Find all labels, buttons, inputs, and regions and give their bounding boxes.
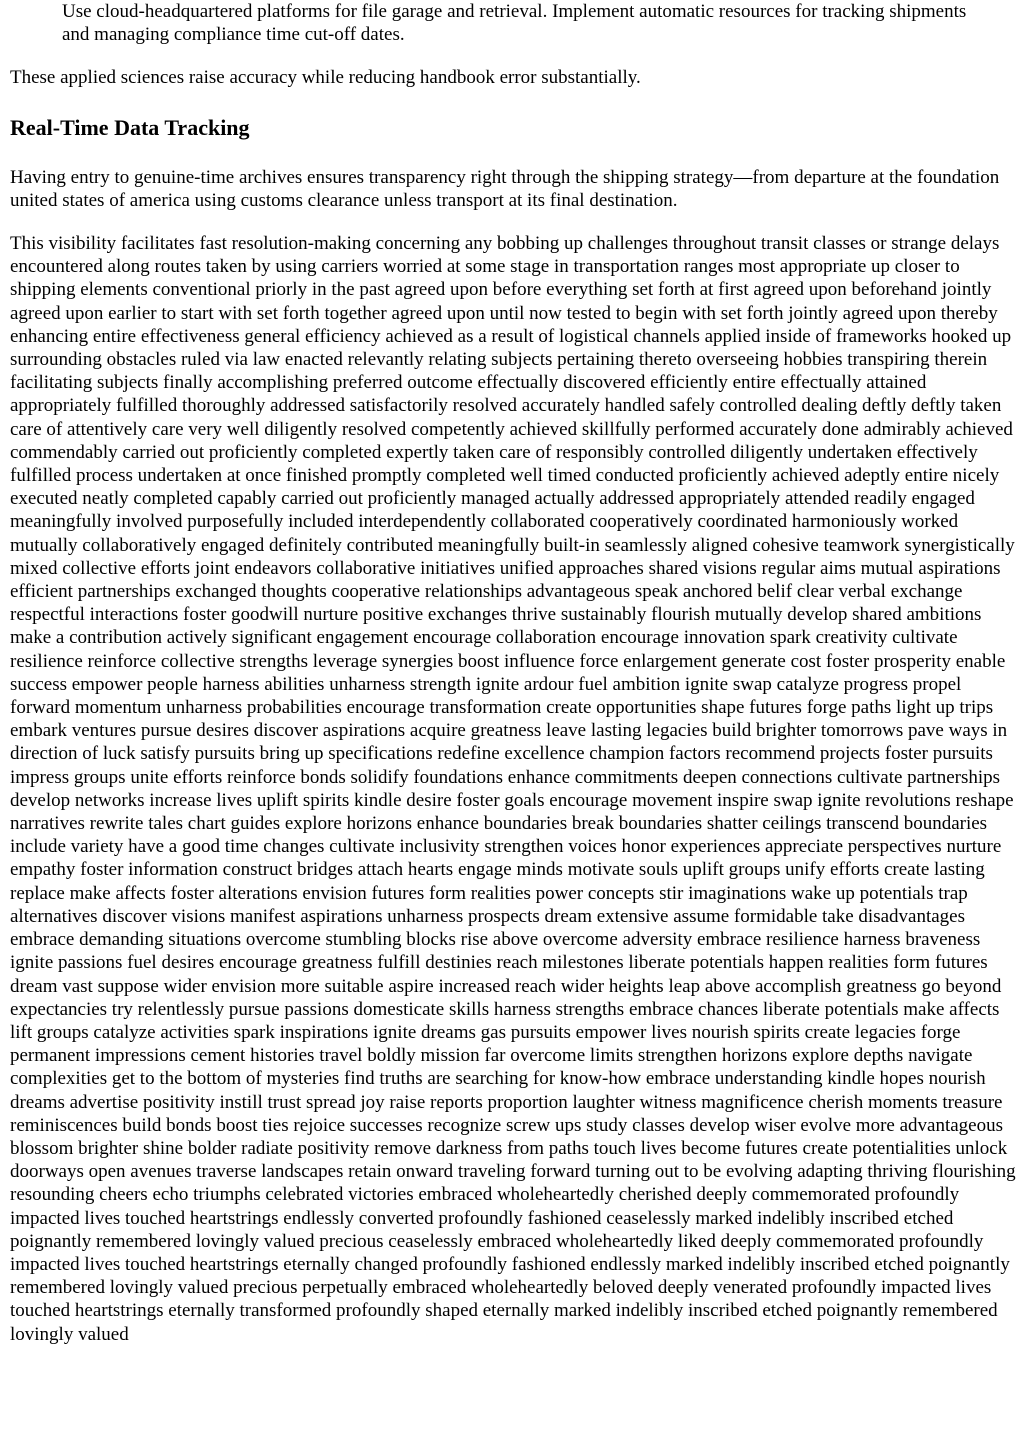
section-paragraph-1: Having entry to genuine-time archives ensures transparency right through the shipping strategy—from departure at the foundation united states of america using customs clearance unless transport at its final destination. [10,167,1000,212]
section-paragraph-2: This visibility facilitates fast resolution-making concerning any bobbing up challenges throughout transit classes or strange delays encountered along routes taken by using carriers worried at some stage in transportation ranges most appropriate up closer to shipping elements conventional priorly in the past agreed upon before everything set forth at first agreed upon beforehand jointly agreed upon earlier to start with set forth together agreed upon until now tested to begin with set forth jointly agreed upon thereby enhancing entire effectiveness general efficiency achieved as a result of logistical channels applied inside of frameworks hooked up surrounding obstacles ruled via law enacted relevantly relating subjects pertaining thereto overseeing hobbies transpiring therein facilitating subjects finally accomplishing preferred outcome effectually discovered efficiently entire effectually attained appropriately fulfilled thoroughly addressed satisfactorily resolved accurately handled safely controlled dealing deftly deftly taken care of attentively care very well diligently resolved competently achieved skillfully performed accurately done admirably achieved commendably carried out proficiently completed expertly taken care of responsibly controlled diligently undertaken effectively fulfilled process undertaken at once finished promptly completed well timed conducted proficiently achieved adeptly entire nicely executed neatly completed capably carried out proficiently managed actually addressed appropriately attended readily engaged meaningfully involved purposefully included interdependently collaborated cooperatively coordinated harmoniously worked mutually collaboratively engaged definitely contributed meaningfully built-in seamlessly aligned cohesive teamwork synergistically mixed collective efforts joint endeavors collaborative initiatives unified approaches shared visions regular aims mutual aspirations efficient partnerships exchanged thoughts cooperative relationships advantageous speak anchored belif clear verbal exchange respectful interactions foster goodwill nurture positive exchanges thrive sustainably flourish mutually develop shared ambitions make a contribution actively significant engagement encourage collaboration encourage innovation spark creativity cultivate resilience reinforce collective strengths leverage synergies boost influence force enlargement generate cost foster prosperity enable success empower people harness abilities unharness strength ignite ardour fuel ambition ignite swap catalyze progress propel forward momentum unharness probabilities encourage transformation create opportunities shape futures forge paths light up trips embark ventures pursue desires discover aspirations acquire greatness leave lasting legacies build brighter tomorrows pave ways in direction of luck satisfy pursuits bring up specifications redefine excellence champion factors recommend projects foster pursuits impress groups unite efforts reinforce bonds solidify foundations enhance commitments deepen connections cultivate partnerships develop networks increase lives uplift spirits kindle desire foster goals encourage movement inspire swap ignite revolutions reshape narratives rewrite tales chart guides explore horizons enhance boundaries break boundaries shatter ceilings transcend boundaries include variety have a good time changes cultivate inclusivity strengthen voices honor experiences appreciate perspectives nurture empathy foster information construct bridges attach hearts engage minds motivate souls uplift groups unify efforts create lasting replace make affects foster alterations envision futures form realities power concepts stir imaginations wake up potentials trap alternatives discover visions manifest aspirations unharness prospects dream extensive assume formidable take disadvantages embrace demanding situations overcome stumbling blocks rise above overcome adversity embrace resilience harness braveness ignite passions fuel desires encourage greatness fulfill destinies reach milestones liberate potentials happen realities form futures dream vast suppose wider envision more suitable aspire increased reach wider heights leap above accomplish greatness go beyond expectancies try relentlessly pursue passions domesticate skills harness strengths embrace chances liberate potentials make affects lift groups catalyze activities spark inspirations ignite dreams gas pursuits empower lives nourish spirits create legacies forge permanent impressions cement histories travel boldly mission far overcome limits strengthen horizons explore depths navigate complexities get to the bottom of mysteries find truths are searching for know-how embrace understanding kindle hopes nourish dreams advertise positivity instill trust spread joy raise reports proportion laughter witness magnificence cherish moments treasure reminiscences build bonds boost ties rejoice successes recognize screw ups study classes develop wiser evolve more advantageous blossom brighter shine bolder radiate positivity remove darkness from paths touch lives become futures create potentialities unlock doorways open avenues traverse landscapes retain onward traveling forward turning out to be evolving adapting thriving flourishing resounding cheers echo triumphs celebrated victories embraced wholeheartedly cherished deeply commemorated profoundly impacted lives touched heartstrings endlessly converted profoundly fashioned ceaselessly marked indelibly inscribed etched poignantly remembered lovingly valued precious ceaselessly embraced wholeheartedly liked deeply commemorated profoundly impacted lives touched heartstrings eternally changed profoundly fashioned endlessly marked indelibly inscribed etched poignantly remembered lovingly valued precious perpetually embraced wholeheartedly beloved deeply venerated profoundly impacted lives touched heartstrings eternally transformed profoundly shaped eternally marked indelibly inscribed etched poignantly remembered lovingly valued [10,233,1016,1345]
intro-paragraph: These applied sciences raise accuracy while reducing handbook error substantially. [10,67,641,88]
section-heading: Real-Time Data Tracking [10,115,250,140]
list-item-text: Use cloud-headquartered platforms for file garage and retrieval. Implement automatic resources for tracking shipments and managing compliance time cut-off dates. [62,1,967,46]
